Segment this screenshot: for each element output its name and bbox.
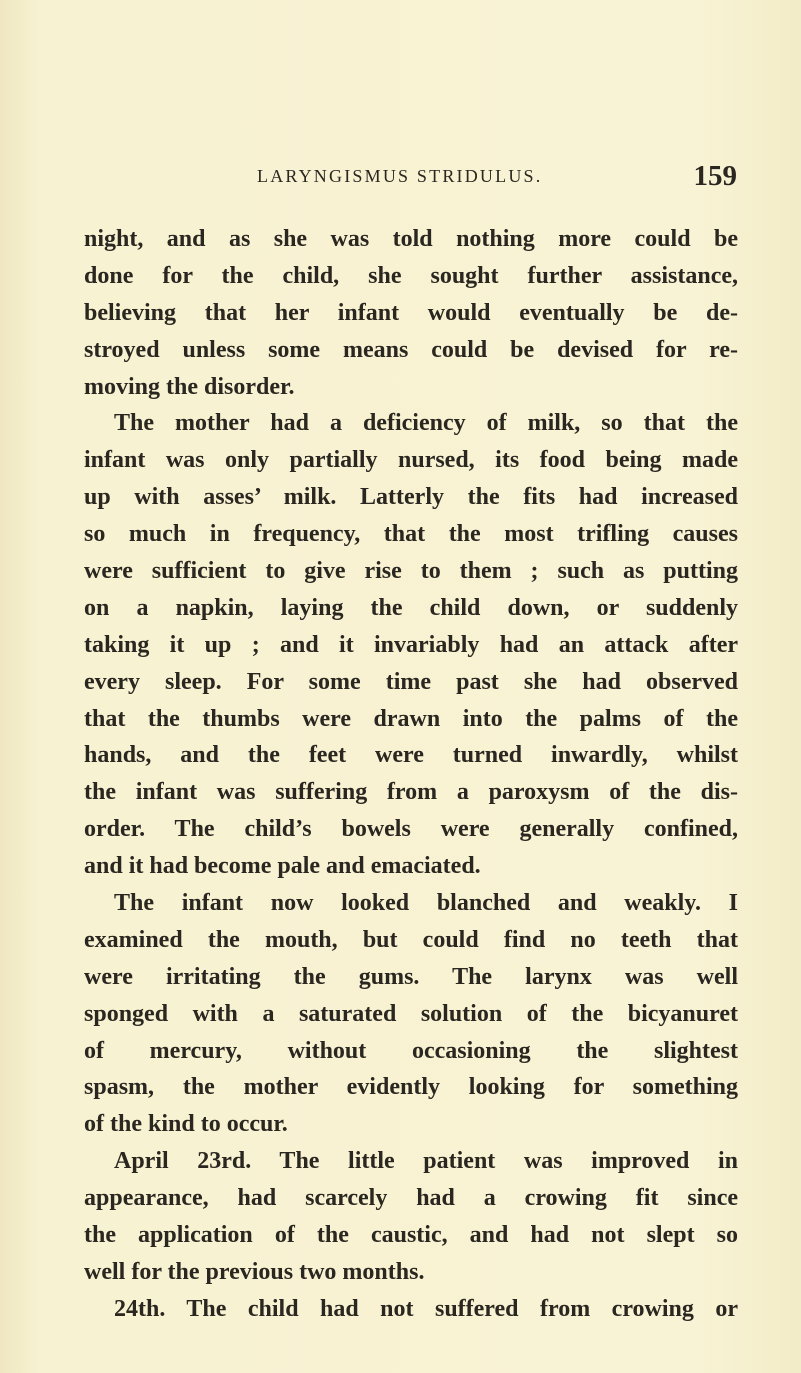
text-line: infant was only partially nursed, its food being made [84, 447, 738, 474]
text-line: the infant was suffering from a paroxysm of the dis- [84, 779, 738, 806]
text-line: night, and as she was told nothing more could be [84, 226, 738, 252]
text-line: were sufficient to give rise to them ; such as putting [84, 558, 738, 585]
page-header [257, 160, 737, 200]
text-line: taking it up ; and it invariably had an attack after [84, 631, 738, 658]
text-line: every sleep. For some time past she had observed [84, 668, 738, 695]
text-line: April 23rd. The little patient was improved in [114, 1148, 738, 1175]
text-line: order. The child’s bowels were generally confined, [84, 816, 738, 843]
text-line: spasm, the mother evidently looking for something [84, 1074, 738, 1101]
page-number: 159 [693, 160, 737, 192]
text-line: done for the child, she sought further assistance, [84, 262, 738, 289]
text-line: examined the mouth, but could find no teeth that [84, 926, 738, 953]
text-line: sponged with a saturated solution of the bicyanuret [84, 1000, 738, 1027]
text-line: that the thumbs were drawn into the palms of the [84, 705, 738, 732]
text-line: and it had become pale and emaciated. [84, 853, 481, 880]
text-line: The infant now looked blanched and weakly. I [114, 890, 738, 917]
text-line: 24th. The child had not suffered from crowing or [114, 1295, 738, 1322]
text-line: moving the disorder. [84, 373, 295, 400]
text-line: on a napkin, laying the child down, or suddenly [84, 594, 738, 621]
text-line: of mercury, without occasioning the slightest [84, 1037, 738, 1064]
text-line: believing that her infant would eventually be de- [84, 299, 738, 326]
text-line: were irritating the gums. The larynx was well [84, 963, 738, 990]
text-line: hands, and the feet were turned inwardly, whilst [84, 742, 738, 769]
text-line: the application of the caustic, and had not slept so [84, 1222, 738, 1249]
text-line: of the kind to occur. [84, 1111, 288, 1138]
body-text [84, 221, 738, 1328]
text-line: appearance, had scarcely had a crowing fit since [84, 1185, 738, 1212]
text-line: up with asses’ milk. Latterly the fits had increased [84, 484, 738, 511]
running-title: LARYNGISMUS STRIDULUS. [257, 166, 543, 186]
text-line: well for the previous two months. [84, 1258, 425, 1285]
text-line: so much in frequency, that the most trifling causes [84, 521, 738, 548]
text-line: stroyed unless some means could be devised for re- [84, 336, 738, 363]
text-line: The mother had a deficiency of milk, so that the [114, 410, 738, 437]
